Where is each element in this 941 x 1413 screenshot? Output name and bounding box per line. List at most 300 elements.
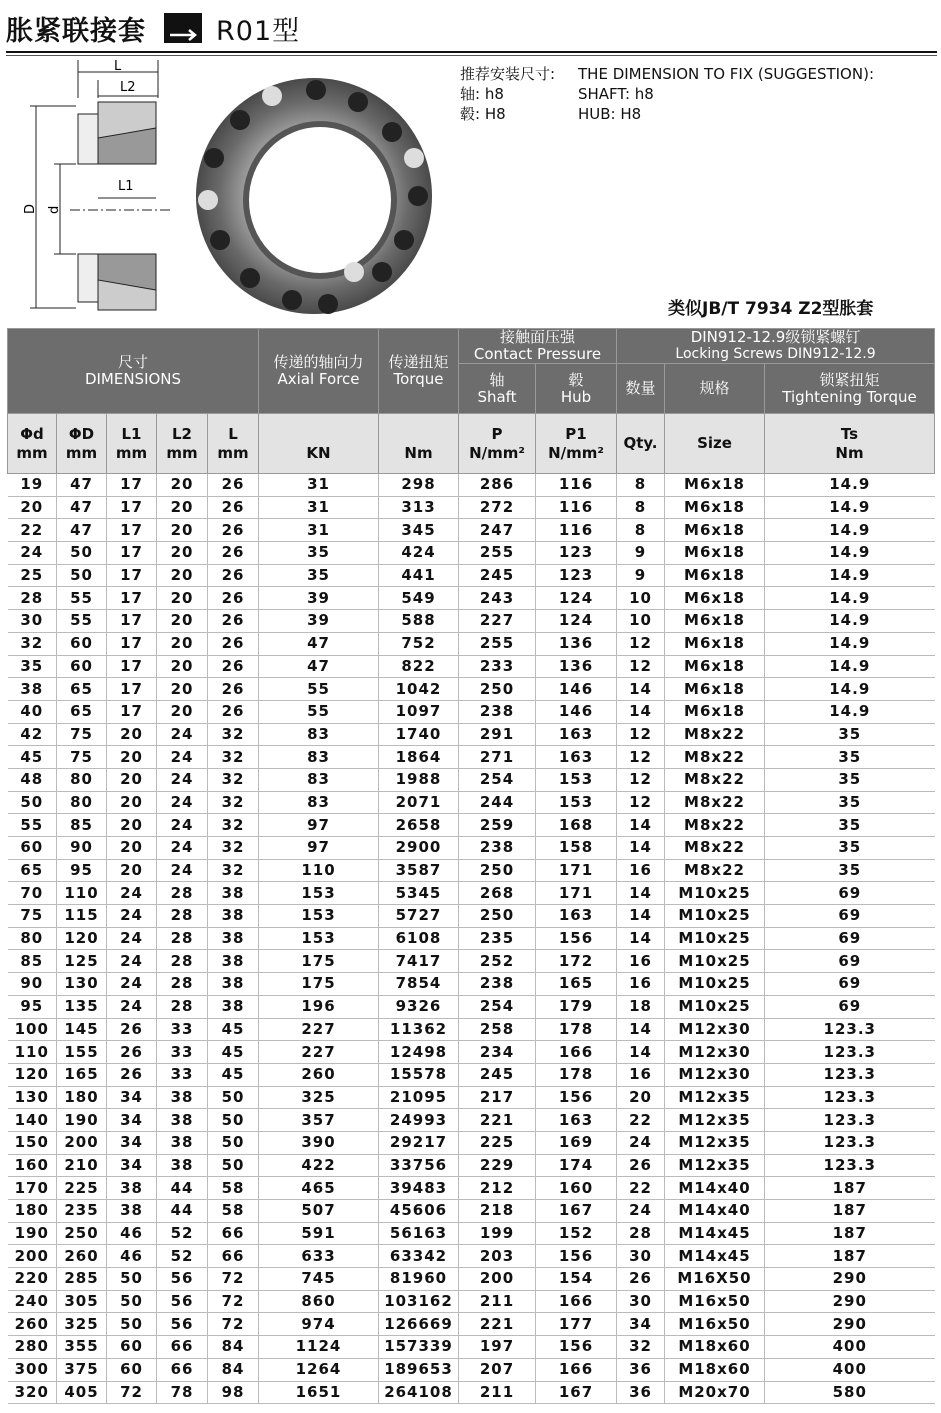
- cell-axial-force: 31: [259, 474, 379, 497]
- cell-ts: 69: [765, 995, 935, 1018]
- table-row: [8, 474, 935, 497]
- fit-label-en: THE DIMENSION TO FIX (SUGGESTION):: [578, 65, 874, 83]
- cell-ts: 14.9: [765, 678, 935, 701]
- cell-p1-hub: 166: [536, 1290, 617, 1313]
- cell-size: M14x40: [665, 1177, 765, 1200]
- cell-d: 28: [8, 587, 57, 610]
- cell-axial-force: 465: [259, 1177, 379, 1200]
- cell-p1-hub: 160: [536, 1177, 617, 1200]
- spec-table: [7, 328, 935, 1404]
- cell-torque: 81960: [379, 1268, 459, 1291]
- cell-L1: 34: [107, 1086, 157, 1109]
- cell-L: 26: [208, 519, 259, 542]
- cell-d: 130: [8, 1086, 57, 1109]
- cell-axial-force: 507: [259, 1200, 379, 1223]
- cell-p-shaft: 259: [459, 814, 536, 837]
- cell-torque: 588: [379, 610, 459, 633]
- cell-d: 32: [8, 632, 57, 655]
- cell-d: 75: [8, 905, 57, 928]
- cell-L: 26: [208, 678, 259, 701]
- cell-torque: 1864: [379, 746, 459, 769]
- cell-d: 40: [8, 700, 57, 723]
- cell-qty: 12: [617, 746, 665, 769]
- cell-p1-hub: 178: [536, 1063, 617, 1086]
- cross-section-drawing: [10, 58, 180, 318]
- cell-axial-force: 325: [259, 1086, 379, 1109]
- cell-L1: 34: [107, 1154, 157, 1177]
- table-row: [8, 905, 935, 928]
- cell-torque: 5727: [379, 905, 459, 928]
- cell-L1: 26: [107, 1018, 157, 1041]
- cell-L1: 38: [107, 1177, 157, 1200]
- fit-suggestion: [460, 64, 874, 124]
- cell-size: M12x35: [665, 1154, 765, 1177]
- size-header-cn: 规格: [665, 364, 765, 414]
- cell-d: 55: [8, 814, 57, 837]
- cell-ts: 14.9: [765, 519, 935, 542]
- cell-p-shaft: 199: [459, 1222, 536, 1245]
- cell-p-shaft: 203: [459, 1245, 536, 1268]
- cell-size: M8x22: [665, 814, 765, 837]
- title-rule: [6, 51, 937, 53]
- cell-p1-hub: 123: [536, 542, 617, 565]
- cell-torque: 752: [379, 632, 459, 655]
- cell-D: 305: [57, 1290, 107, 1313]
- cell-L2: 38: [157, 1086, 208, 1109]
- col-P1: P1 N/mm²: [536, 414, 617, 474]
- cell-L: 50: [208, 1154, 259, 1177]
- cell-ts: 123.3: [765, 1131, 935, 1154]
- cell-p-shaft: 227: [459, 610, 536, 633]
- cell-p-shaft: 211: [459, 1381, 536, 1404]
- cell-d: 95: [8, 995, 57, 1018]
- cell-p-shaft: 217: [459, 1086, 536, 1109]
- cell-p-shaft: 235: [459, 927, 536, 950]
- cell-size: M8x22: [665, 859, 765, 882]
- cell-qty: 10: [617, 610, 665, 633]
- cell-p-shaft: 245: [459, 564, 536, 587]
- cell-qty: 24: [617, 1131, 665, 1154]
- cell-D: 285: [57, 1268, 107, 1291]
- cell-ts: 69: [765, 927, 935, 950]
- cell-L: 38: [208, 950, 259, 973]
- table-row: [8, 1268, 935, 1291]
- cell-D: 50: [57, 542, 107, 565]
- col-L2: L2 mm: [157, 414, 208, 474]
- page-title: [6, 8, 300, 48]
- cell-L2: 66: [157, 1358, 208, 1381]
- cell-L1: 20: [107, 814, 157, 837]
- cell-torque: 2071: [379, 791, 459, 814]
- cell-ts: 14.9: [765, 655, 935, 678]
- cell-d: 38: [8, 678, 57, 701]
- cell-qty: 14: [617, 837, 665, 860]
- cell-L2: 20: [157, 655, 208, 678]
- cell-d: 120: [8, 1063, 57, 1086]
- dim-L2-label: L2: [120, 80, 136, 95]
- cell-D: 210: [57, 1154, 107, 1177]
- dim-d-label: d: [47, 205, 62, 214]
- cell-D: 110: [57, 882, 107, 905]
- col-Ts: Ts Nm: [765, 414, 935, 474]
- cell-p1-hub: 165: [536, 973, 617, 996]
- cell-L1: 17: [107, 610, 157, 633]
- cell-p-shaft: 238: [459, 973, 536, 996]
- cell-D: 165: [57, 1063, 107, 1086]
- cell-L: 50: [208, 1131, 259, 1154]
- cell-axial-force: 47: [259, 655, 379, 678]
- cell-D: 250: [57, 1222, 107, 1245]
- similar-standard: 类似JB/T 7934 Z2型胀套: [668, 299, 874, 319]
- cell-qty: 32: [617, 1336, 665, 1359]
- col-size: Size: [665, 414, 765, 474]
- cell-ts: 35: [765, 723, 935, 746]
- cell-torque: 7417: [379, 950, 459, 973]
- cell-axial-force: 357: [259, 1109, 379, 1132]
- cell-p1-hub: 116: [536, 496, 617, 519]
- cell-L2: 20: [157, 496, 208, 519]
- cell-axial-force: 83: [259, 768, 379, 791]
- cell-torque: 1097: [379, 700, 459, 723]
- cell-L2: 20: [157, 474, 208, 497]
- cell-p1-hub: 153: [536, 791, 617, 814]
- table-row: [8, 791, 935, 814]
- cell-axial-force: 591: [259, 1222, 379, 1245]
- table-row: [8, 1313, 935, 1336]
- fit-shaft-cn: 轴: h8: [460, 85, 504, 103]
- cell-p1-hub: 136: [536, 632, 617, 655]
- cell-p-shaft: 250: [459, 678, 536, 701]
- cell-L1: 17: [107, 587, 157, 610]
- cell-D: 325: [57, 1313, 107, 1336]
- fit-hub-en: HUB: H8: [578, 105, 642, 123]
- cell-L: 32: [208, 837, 259, 860]
- cell-qty: 22: [617, 1109, 665, 1132]
- table-row: [8, 1154, 935, 1177]
- cell-qty: 36: [617, 1358, 665, 1381]
- cell-p-shaft: 252: [459, 950, 536, 973]
- cell-torque: 313: [379, 496, 459, 519]
- cell-d: 30: [8, 610, 57, 633]
- table-row: [8, 995, 935, 1018]
- cell-L2: 20: [157, 678, 208, 701]
- cell-L: 66: [208, 1222, 259, 1245]
- cell-L2: 38: [157, 1109, 208, 1132]
- cell-axial-force: 35: [259, 542, 379, 565]
- cell-torque: 6108: [379, 927, 459, 950]
- cell-p1-hub: 154: [536, 1268, 617, 1291]
- cell-ts: 123.3: [765, 1154, 935, 1177]
- cell-D: 120: [57, 927, 107, 950]
- cell-axial-force: 31: [259, 519, 379, 542]
- cell-p1-hub: 166: [536, 1041, 617, 1064]
- table-row: [8, 1177, 935, 1200]
- cell-L2: 24: [157, 746, 208, 769]
- cell-D: 75: [57, 723, 107, 746]
- group-torque: 传递扭矩 Torque: [379, 329, 459, 414]
- table-row: [8, 1041, 935, 1064]
- cell-qty: 10: [617, 587, 665, 610]
- cell-torque: 298: [379, 474, 459, 497]
- cell-L: 32: [208, 814, 259, 837]
- cell-axial-force: 745: [259, 1268, 379, 1291]
- cell-size: M18x60: [665, 1336, 765, 1359]
- cell-L1: 50: [107, 1268, 157, 1291]
- cell-ts: 123.3: [765, 1063, 935, 1086]
- cell-size: M14x40: [665, 1200, 765, 1223]
- cell-qty: 16: [617, 859, 665, 882]
- cell-d: 19: [8, 474, 57, 497]
- cell-L: 32: [208, 859, 259, 882]
- cell-L1: 46: [107, 1222, 157, 1245]
- cell-ts: 290: [765, 1290, 935, 1313]
- cell-axial-force: 31: [259, 496, 379, 519]
- cell-d: 20: [8, 496, 57, 519]
- cell-p1-hub: 167: [536, 1381, 617, 1404]
- cell-d: 180: [8, 1200, 57, 1223]
- cell-axial-force: 633: [259, 1245, 379, 1268]
- cell-ts: 290: [765, 1313, 935, 1336]
- cell-L1: 17: [107, 474, 157, 497]
- cell-size: M8x22: [665, 837, 765, 860]
- table-row: [8, 950, 935, 973]
- table-row: [8, 927, 935, 950]
- col-d: Φd mm: [8, 414, 57, 474]
- cell-torque: 441: [379, 564, 459, 587]
- cell-ts: 123.3: [765, 1018, 935, 1041]
- cell-ts: 69: [765, 973, 935, 996]
- cell-d: 170: [8, 1177, 57, 1200]
- cell-D: 65: [57, 700, 107, 723]
- cell-p-shaft: 200: [459, 1268, 536, 1291]
- cell-ts: 14.9: [765, 474, 935, 497]
- cell-ts: 14.9: [765, 700, 935, 723]
- cell-qty: 14: [617, 905, 665, 928]
- cell-p1-hub: 153: [536, 768, 617, 791]
- cell-L: 38: [208, 995, 259, 1018]
- cell-L2: 20: [157, 632, 208, 655]
- dim-L-label: L: [114, 59, 122, 74]
- table-row: [8, 632, 935, 655]
- cell-axial-force: 153: [259, 882, 379, 905]
- cell-L2: 66: [157, 1336, 208, 1359]
- table-row: [8, 587, 935, 610]
- table-row: [8, 1358, 935, 1381]
- cell-L: 26: [208, 474, 259, 497]
- cell-L1: 26: [107, 1041, 157, 1064]
- cell-p1-hub: 163: [536, 905, 617, 928]
- cell-torque: 2900: [379, 837, 459, 860]
- cell-p-shaft: 254: [459, 995, 536, 1018]
- cell-L: 32: [208, 768, 259, 791]
- cell-axial-force: 83: [259, 723, 379, 746]
- cell-p1-hub: 179: [536, 995, 617, 1018]
- table-row: [8, 519, 935, 542]
- cell-d: 45: [8, 746, 57, 769]
- cell-torque: 2658: [379, 814, 459, 837]
- cell-p1-hub: 174: [536, 1154, 617, 1177]
- cell-torque: 29217: [379, 1131, 459, 1154]
- cell-p-shaft: 272: [459, 496, 536, 519]
- cell-qty: 34: [617, 1313, 665, 1336]
- cell-D: 47: [57, 519, 107, 542]
- cell-p1-hub: 163: [536, 1109, 617, 1132]
- cell-d: 140: [8, 1109, 57, 1132]
- cell-d: 90: [8, 973, 57, 996]
- cell-p-shaft: 245: [459, 1063, 536, 1086]
- cell-d: 100: [8, 1018, 57, 1041]
- cell-D: 375: [57, 1358, 107, 1381]
- table-row: [8, 768, 935, 791]
- cell-ts: 35: [765, 791, 935, 814]
- cell-size: M6x18: [665, 632, 765, 655]
- cell-L1: 20: [107, 768, 157, 791]
- cell-L1: 50: [107, 1313, 157, 1336]
- cell-ts: 14.9: [765, 587, 935, 610]
- cell-size: M12x30: [665, 1041, 765, 1064]
- cell-ts: 400: [765, 1358, 935, 1381]
- cell-D: 190: [57, 1109, 107, 1132]
- fit-hub-cn: 毂: H8: [460, 105, 506, 123]
- table-row: [8, 496, 935, 519]
- cell-d: 42: [8, 723, 57, 746]
- cell-D: 225: [57, 1177, 107, 1200]
- cell-size: M14x45: [665, 1245, 765, 1268]
- group-dimensions: 尺寸 DIMENSIONS: [8, 329, 259, 414]
- cell-p-shaft: 247: [459, 519, 536, 542]
- cell-torque: 12498: [379, 1041, 459, 1064]
- cell-p-shaft: 244: [459, 791, 536, 814]
- cell-axial-force: 175: [259, 973, 379, 996]
- cell-p1-hub: 178: [536, 1018, 617, 1041]
- cell-p-shaft: 225: [459, 1131, 536, 1154]
- table-row: [8, 1063, 935, 1086]
- cell-torque: 24993: [379, 1109, 459, 1132]
- cell-L: 58: [208, 1177, 259, 1200]
- cell-L1: 60: [107, 1358, 157, 1381]
- cell-L2: 38: [157, 1131, 208, 1154]
- cell-p-shaft: 291: [459, 723, 536, 746]
- cell-L1: 24: [107, 973, 157, 996]
- cell-size: M12x30: [665, 1063, 765, 1086]
- cell-L2: 33: [157, 1041, 208, 1064]
- cell-L1: 20: [107, 791, 157, 814]
- cell-p1-hub: 163: [536, 723, 617, 746]
- cell-axial-force: 227: [259, 1018, 379, 1041]
- cell-torque: 63342: [379, 1245, 459, 1268]
- cell-p1-hub: 123: [536, 564, 617, 587]
- cell-p1-hub: 124: [536, 587, 617, 610]
- cell-L2: 24: [157, 814, 208, 837]
- cell-L2: 20: [157, 542, 208, 565]
- cell-p1-hub: 152: [536, 1222, 617, 1245]
- cell-p1-hub: 116: [536, 519, 617, 542]
- cell-D: 55: [57, 587, 107, 610]
- cell-size: M10x25: [665, 995, 765, 1018]
- table-row: [8, 723, 935, 746]
- cell-torque: 822: [379, 655, 459, 678]
- cell-qty: 16: [617, 1063, 665, 1086]
- cell-L: 50: [208, 1109, 259, 1132]
- cell-L: 58: [208, 1200, 259, 1223]
- cell-axial-force: 83: [259, 746, 379, 769]
- cell-L2: 56: [157, 1313, 208, 1336]
- cell-p1-hub: 171: [536, 859, 617, 882]
- table-row: [8, 882, 935, 905]
- cell-D: 180: [57, 1086, 107, 1109]
- cell-p1-hub: 177: [536, 1313, 617, 1336]
- cell-size: M6x18: [665, 610, 765, 633]
- cell-ts: 123.3: [765, 1041, 935, 1064]
- cell-qty: 26: [617, 1154, 665, 1177]
- cell-ts: 69: [765, 905, 935, 928]
- col-qty: Qty.: [617, 414, 665, 474]
- cell-torque: 56163: [379, 1222, 459, 1245]
- cell-qty: 30: [617, 1245, 665, 1268]
- cell-qty: 14: [617, 814, 665, 837]
- cell-D: 80: [57, 768, 107, 791]
- cell-ts: 14.9: [765, 610, 935, 633]
- cell-size: M14x45: [665, 1222, 765, 1245]
- cell-L1: 20: [107, 859, 157, 882]
- cell-D: 200: [57, 1131, 107, 1154]
- cell-L2: 56: [157, 1290, 208, 1313]
- cell-p-shaft: 255: [459, 632, 536, 655]
- cell-ts: 14.9: [765, 564, 935, 587]
- cell-qty: 16: [617, 973, 665, 996]
- cell-axial-force: 35: [259, 564, 379, 587]
- cell-L1: 17: [107, 632, 157, 655]
- cell-qty: 12: [617, 791, 665, 814]
- cell-d: 80: [8, 927, 57, 950]
- cell-size: M20x70: [665, 1381, 765, 1404]
- cell-ts: 400: [765, 1336, 935, 1359]
- cell-L2: 44: [157, 1177, 208, 1200]
- fit-shaft-en: SHAFT: h8: [578, 85, 654, 103]
- cell-p-shaft: 207: [459, 1358, 536, 1381]
- cell-L2: 28: [157, 927, 208, 950]
- cell-L2: 20: [157, 587, 208, 610]
- cell-p-shaft: 250: [459, 905, 536, 928]
- table-row: [8, 973, 935, 996]
- cell-L: 98: [208, 1381, 259, 1404]
- cell-L1: 72: [107, 1381, 157, 1404]
- cell-L: 38: [208, 905, 259, 928]
- cell-p1-hub: 168: [536, 814, 617, 837]
- cell-d: 70: [8, 882, 57, 905]
- cell-d: 150: [8, 1131, 57, 1154]
- col-P: P N/mm²: [459, 414, 536, 474]
- cell-size: M10x25: [665, 973, 765, 996]
- cell-D: 80: [57, 791, 107, 814]
- cell-torque: 189653: [379, 1358, 459, 1381]
- cell-d: 22: [8, 519, 57, 542]
- cell-L: 72: [208, 1313, 259, 1336]
- table-row: [8, 746, 935, 769]
- cell-D: 90: [57, 837, 107, 860]
- cell-L: 26: [208, 700, 259, 723]
- cell-D: 125: [57, 950, 107, 973]
- cell-qty: 18: [617, 995, 665, 1018]
- cell-L1: 24: [107, 905, 157, 928]
- cell-qty: 14: [617, 882, 665, 905]
- cell-ts: 35: [765, 768, 935, 791]
- cell-L2: 24: [157, 837, 208, 860]
- cell-L2: 24: [157, 768, 208, 791]
- col-KN: KN: [259, 414, 379, 474]
- cell-ts: 187: [765, 1177, 935, 1200]
- cell-d: 260: [8, 1313, 57, 1336]
